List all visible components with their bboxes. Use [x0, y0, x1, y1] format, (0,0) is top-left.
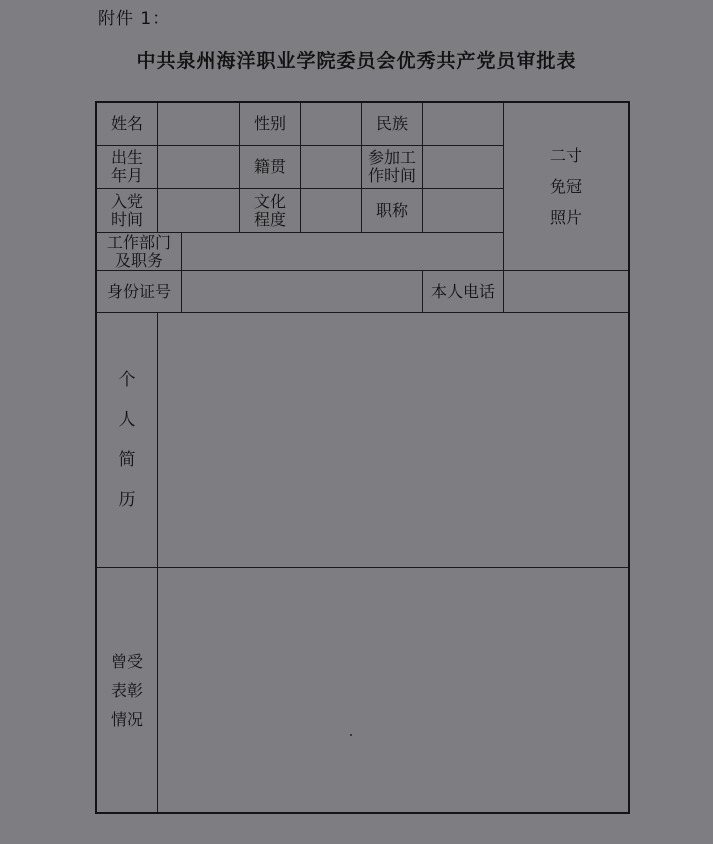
id-number-label: 身份证号 [106, 281, 171, 301]
resume-char-1: 个 [118, 370, 136, 390]
resume-char-2: 人 [118, 410, 136, 430]
professional-title-field[interactable] [423, 189, 503, 232]
resume-label [97, 313, 157, 567]
native-place-label: 籍贯 [253, 157, 286, 176]
education-label: 文化 程度 [253, 191, 286, 229]
gender-field[interactable] [301, 103, 361, 145]
ethnicity-field[interactable] [423, 103, 503, 145]
resume-char-4: 历 [118, 490, 136, 510]
party-join-field[interactable] [158, 189, 239, 232]
approval-form-table [95, 101, 630, 814]
scan-speck [350, 734, 352, 736]
department-field[interactable] [182, 233, 503, 270]
name-field[interactable] [158, 103, 239, 145]
birth-field[interactable] [158, 146, 239, 188]
attachment-label: 附件 1： [98, 9, 171, 29]
birth-label: 出生 年月 [110, 148, 143, 185]
ethnicity-label: 民族 [375, 114, 408, 133]
gender-label: 性别 [253, 114, 286, 133]
photo-placeholder: 二寸 免冠 照片 [549, 146, 582, 227]
work-start-field[interactable] [423, 146, 503, 188]
department-label: 工作部门 及职务 [106, 232, 171, 270]
honors-field[interactable] [158, 568, 628, 812]
form-title: 中共泉州海洋职业学院委员会优秀共产党员审批表 [136, 50, 577, 72]
id-number-field[interactable] [182, 271, 422, 312]
honors-label: 曾受 表彰 情况 [110, 651, 143, 729]
phone-label: 本人电话 [430, 281, 495, 301]
work-start-label: 参加工 作时间 [367, 148, 416, 185]
phone-field[interactable] [504, 271, 628, 312]
party-join-label: 入党 时间 [110, 191, 143, 229]
native-place-field[interactable] [301, 146, 361, 188]
resume-char-3: 简 [118, 450, 136, 470]
professional-title-label: 职称 [375, 200, 408, 220]
resume-field[interactable] [158, 313, 628, 567]
name-label: 姓名 [110, 114, 143, 133]
education-field[interactable] [301, 189, 361, 232]
